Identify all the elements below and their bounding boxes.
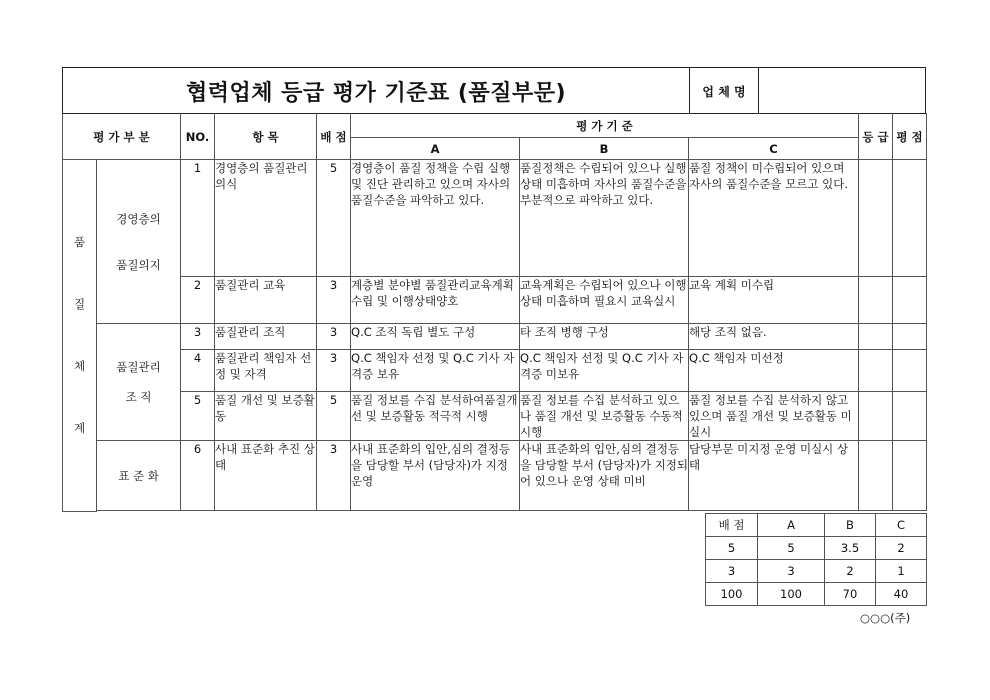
table-row [63,277,927,324]
criteria-a: 사내 표준화의 입안,심의 결정등을 담당할 부서 (담당자)가 지정 운영 [351,441,520,511]
criteria-b: Q.C 책임자 선정 및 Q.C 기사 자격증 미보유 [520,350,689,392]
subcategory-cell [97,160,181,324]
row-weight: 3 [317,277,351,324]
criteria-b: 품질 정보를 수집 분석하고 있으나 품질 개선 및 보증활동 수동적 시행 [520,392,689,441]
criteria-a: 계층별 분야별 품질관리교육계획 수립 및 이행상태양호 [351,277,520,324]
row-no: 1 [181,160,215,277]
table-row [706,514,927,537]
score-cell: 5 [758,537,825,560]
col-grade-a: A [351,138,520,160]
score-cell[interactable] [893,160,927,277]
score-cell: 2 [876,537,927,560]
col-score: 평 점 [893,114,927,160]
col-no: NO. [181,114,215,160]
score-cell: 3.5 [825,537,876,560]
criteria-c: 품질 정책이 미수립되어 있으며 자사의 품질수준을 모르고 있다. [689,160,859,277]
col-grade-b: B [520,138,689,160]
company-name: ○○○(주) [860,611,911,625]
score-cell: 70 [825,583,876,606]
col-weight: 배 점 [317,114,351,160]
score-cell[interactable] [893,392,927,441]
sheet-header [62,67,926,114]
table-row [63,441,927,511]
score-header-a: A [758,514,825,537]
criteria-c: 해당 조직 없음. [689,324,859,350]
page-title: 협력업체 등급 평가 기준표 (품질부문) [185,80,567,106]
row-no: 3 [181,324,215,350]
score-header-b: B [825,514,876,537]
score-cell: 1 [876,560,927,583]
row-item: 품질 개선 및 보증활동 [215,392,317,441]
grade-cell[interactable] [859,160,893,277]
row-no: 5 [181,392,215,441]
table-row [706,560,927,583]
grade-cell[interactable] [859,441,893,511]
subcategory-label: 경영층의 [116,211,161,226]
col-grade-c: C [689,138,859,160]
criteria-b: 교육계획은 수립되어 있으나 이행상태 미흡하며 필요시 교육실시 [520,277,689,324]
table-row [63,392,927,441]
category-char: 체 [73,359,86,374]
score-cell[interactable] [893,441,927,511]
grade-cell[interactable] [859,324,893,350]
criteria-table [62,113,927,512]
subcategory-label: 표 준 화 [118,468,159,483]
table-row [706,537,927,560]
score-cell: 100 [758,583,825,606]
row-item: 품질관리 책임자 선정 및 자격 [215,350,317,392]
subcategory-cell [97,441,181,511]
table-row [706,583,927,606]
row-weight: 5 [317,160,351,277]
criteria-b: 타 조직 병행 구성 [520,324,689,350]
row-no: 2 [181,277,215,324]
score-header-c: C [876,514,927,537]
row-weight: 5 [317,392,351,441]
vendor-name-field[interactable] [759,68,925,114]
subcategory-label: 품질의지 [116,257,161,272]
score-conversion-table [705,513,927,606]
row-item: 경영층의 품질관리의식 [215,160,317,277]
col-grade: 등 급 [859,114,893,160]
row-weight: 3 [317,350,351,392]
criteria-a: 품질 정보를 수집 분석하여품질개선 및 보증활동 적극적 시행 [351,392,520,441]
table-row [63,350,927,392]
row-weight: 3 [317,324,351,350]
row-no: 4 [181,350,215,392]
table-row [63,160,927,277]
row-no: 6 [181,441,215,511]
score-header-weight: 배 점 [706,514,758,537]
criteria-a: 경영층이 품질 정책을 수립 실행 및 진단 관리하고 있으며 자사의 품질수준을 파악하고 있다. [351,160,520,277]
category-char: 질 [73,297,86,312]
criteria-c: Q.C 책임자 미선정 [689,350,859,392]
score-cell: 100 [706,583,758,606]
score-cell: 5 [706,537,758,560]
score-cell[interactable] [893,277,927,324]
score-cell[interactable] [893,350,927,392]
criteria-c: 교육 계획 미수립 [689,277,859,324]
row-item: 품질관리 교육 [215,277,317,324]
grade-cell[interactable] [859,277,893,324]
category-char: 품 [73,235,86,250]
criteria-a: Q.C 책임자 선정 및 Q.C 기사 자격증 보유 [351,350,520,392]
score-cell: 2 [825,560,876,583]
score-cell: 40 [876,583,927,606]
col-part: 평 가 부 분 [63,114,181,160]
score-cell[interactable] [893,324,927,350]
subcategory-label: 품질관리 [116,360,161,374]
criteria-c: 담당부문 미지정 운영 미실시 상태 [689,441,859,511]
subcategory-cell [97,324,181,441]
row-item: 품질관리 조직 [215,324,317,350]
criteria-c: 품질 정보를 수집 분석하지 않고 있으며 품질 개선 및 보증활동 미실시 [689,392,859,441]
row-weight: 3 [317,441,351,511]
subcategory-label: 조 직 [125,390,152,404]
category-char: 계 [73,421,86,436]
grade-cell[interactable] [859,350,893,392]
col-item: 항 목 [215,114,317,160]
grade-cell[interactable] [859,392,893,441]
criteria-b: 사내 표준화의 입안,심의 결정등을 담당할 부서 (담당자)가 지정되어 있으나 운영 상태 미비 [520,441,689,511]
criteria-b: 품질정책은 수립되어 있으나 실행상태 미흡하며 자사의 품질수준을 부분적으로 파악하고 있다. [520,160,689,277]
row-item: 사내 표준화 추진 상태 [215,441,317,511]
table-row [63,324,927,350]
vendor-name-label: 업 체 명 [689,68,759,114]
score-cell: 3 [706,560,758,583]
category-cell [63,160,97,512]
score-cell: 3 [758,560,825,583]
criteria-a: Q.C 조직 독립 별도 구성 [351,324,520,350]
col-criteria: 평 가 기 준 [351,114,859,138]
